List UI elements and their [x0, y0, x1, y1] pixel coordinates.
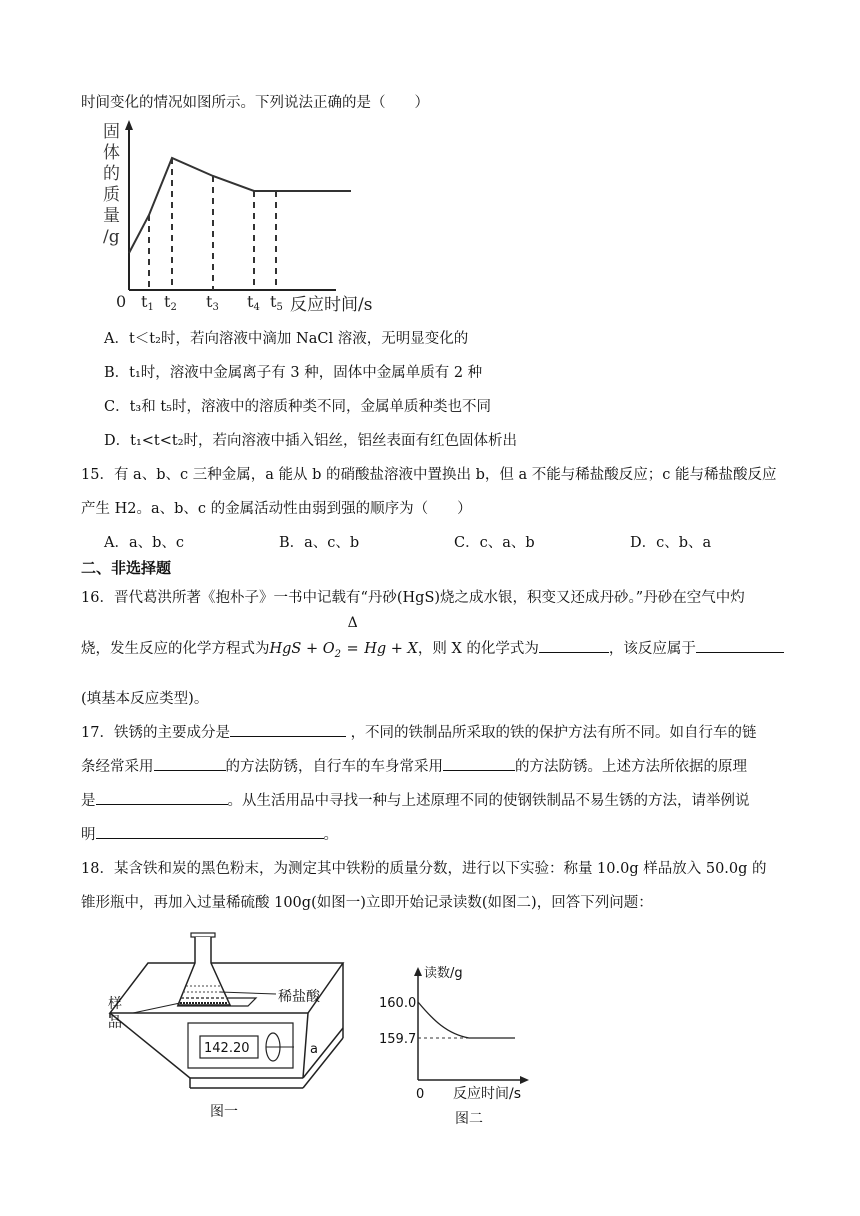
- q17-line3: 是 。从生活用品中寻找一种与上述原理不同的使钢铁制品不易生锈的方法，请举例说: [81, 789, 750, 810]
- q16-blank-type[interactable]: [696, 638, 784, 653]
- q15-line2: 产生 H2。a、b、c 的金属活动性由弱到强的顺序为（ ）: [81, 501, 472, 517]
- q14-xtick-t1: t1: [141, 292, 154, 313]
- label-sample-1: 样: [108, 996, 122, 1012]
- q14-ylabel-char: 的: [103, 164, 120, 184]
- q15-option-c: C．c、a、b: [454, 535, 535, 551]
- q14-xtick-t4: t4: [247, 292, 260, 313]
- q17-blank-principle[interactable]: [96, 790, 228, 805]
- q17-blank-rust[interactable]: [230, 722, 346, 737]
- q18-figure1: [98, 928, 368, 1128]
- fig2-y-arrow: [414, 967, 422, 976]
- q16-text-a: 烧，发生反应的化学方程式为: [81, 641, 270, 657]
- q17-blank-example[interactable]: [96, 824, 324, 839]
- fig2-ytick-high: 160.0: [379, 996, 417, 1011]
- q17-line4: 明 。: [81, 823, 338, 844]
- q17-line2: 条经常采用 的方法防锈，自行车的车身常采用 的方法防锈。上述方法所依据的原理: [81, 755, 747, 776]
- q14-ylabel-char: 固: [103, 122, 120, 142]
- q14-xtick-t5: t5: [270, 292, 283, 313]
- q16-heat-symbol: Δ: [347, 615, 358, 631]
- fig2-ylabel: 读数/g: [424, 966, 463, 981]
- fig2-origin: 0: [416, 1087, 425, 1102]
- q16-equation: HgS + $O_2$ Δ = Hg + X: [269, 615, 418, 660]
- q16-line3: (填基本反应类型)。: [81, 691, 209, 707]
- q14-mass-line: [129, 158, 351, 253]
- fig1-caption: 图一: [210, 1104, 238, 1120]
- q15-option-a: A．a、b、c: [104, 535, 185, 551]
- q14-option-d: D．t₁<t<t₂时，若向溶液中插入铝丝，铝丝表面有红色固体析出: [104, 433, 518, 449]
- fig2-xlabel: 反应时间/s: [453, 1086, 522, 1102]
- q14-option-b: B．t₁时，溶液中金属离子有 3 种，固体中金属单质有 2 种: [104, 365, 483, 381]
- label-sample-2: 品: [108, 1015, 122, 1031]
- q14-ylabel-char: /g: [103, 227, 120, 247]
- q16-line2: [81, 615, 784, 660]
- q16-line1: 16．晋代葛洪所著《抱朴子》一书中记载有“丹砂(HgS)烧之成水银，积变又还成丹砂。”丹砂在空气中灼: [81, 590, 745, 606]
- q14-stem-tail: 时间变化的情况如图所示。下列说法正确的是（ ）: [81, 95, 429, 111]
- q18-line2: 锥形瓶中，再加入过量稀硫酸 100g(如图一)立即开始记录读数(如图二)，回答下列问题：: [81, 895, 653, 911]
- label-acid: 稀盐酸: [278, 989, 320, 1005]
- q16-text-c: ，该反应属于: [608, 641, 696, 657]
- fig2-x-arrow: [520, 1076, 529, 1084]
- q14-y-arrow: [125, 120, 133, 130]
- q18-figure2: [375, 962, 545, 1132]
- q14-ylabel-char: 体: [103, 143, 120, 163]
- q17-line1: 17．铁锈的主要成分是 ，不同的铁制品所采取的铁的保护方法有所不同。如自行车的链: [81, 721, 757, 742]
- q18-line1: 18．某含铁和炭的黑色粉末，为测定其中铁粉的质量分数，进行以下实验：称量 10.0g 样品放入 50.0g 的: [81, 861, 767, 877]
- q14-option-a: A．t＜t₂时，若向溶液中滴加 NaCl 溶液，无明显变化的: [104, 331, 469, 347]
- section-title: 二、非选择题: [81, 559, 172, 577]
- q16-blank-formula[interactable]: [539, 638, 609, 653]
- q15-line1: 15．有 a、b、c 三种金属，a 能从 b 的硝酸盐溶液中置换出 b，但 a 不能与稀盐酸反应；c 能与稀盐酸反应: [81, 467, 777, 483]
- flask-rim: [191, 933, 215, 937]
- q14-origin: 0: [116, 292, 127, 311]
- fig2-caption: 图二: [455, 1111, 483, 1127]
- q14-xtick-t3: t3: [206, 292, 219, 313]
- label-a: a: [310, 1042, 318, 1057]
- q14-ylabel-char: 量: [103, 206, 120, 226]
- q14-chart: [96, 118, 396, 318]
- fig2-reading-curve: [418, 1002, 515, 1038]
- q14-xlabel: 反应时间/s: [290, 295, 373, 315]
- q17-blank-body[interactable]: [443, 756, 515, 771]
- balance-reading: 142.20: [204, 1041, 250, 1056]
- q14-xtick-t2: t2: [164, 292, 177, 313]
- q16-text-b: ，则 X 的化学式为: [417, 641, 539, 657]
- q17-blank-chain[interactable]: [154, 756, 226, 771]
- q14-ylabel-char: 质: [103, 185, 120, 205]
- q15-option-d: D．c、b、a: [630, 535, 712, 551]
- q15-option-b: B．a、c、b: [279, 535, 360, 551]
- fig2-ytick-low: 159.7: [379, 1032, 417, 1047]
- q14-option-c: C．t₃和 t₅时，溶液中的溶质种类不同，金属单质种类也不同: [104, 399, 491, 415]
